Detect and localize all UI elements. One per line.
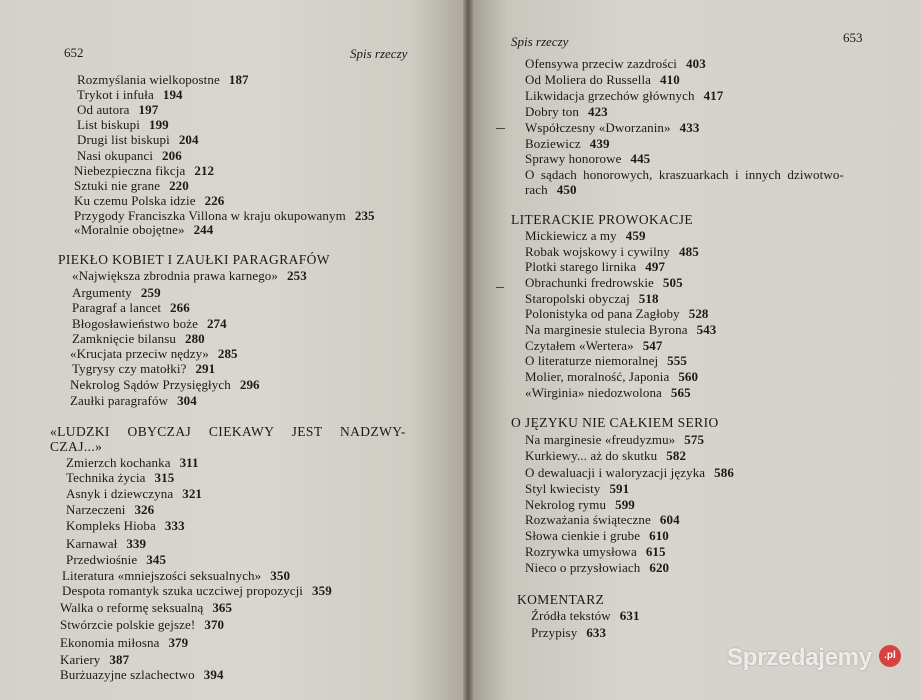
toc-entry-title: Kariery	[60, 652, 101, 667]
toc-entry-title: rach	[525, 182, 548, 197]
toc-entry-title: Mickiewicz a my	[525, 228, 617, 243]
toc-entry-page-number: 197	[138, 102, 159, 117]
toc-entry-title: «Moralnie obojętne»	[74, 222, 185, 237]
toc-entry-title: O literaturze niemoralnej	[525, 353, 659, 368]
toc-entry	[66, 536, 146, 551]
toc-entry-title: Literatura «mniejszości seksualnych»	[62, 568, 262, 583]
toc-entry-title: Paragraf a lancet	[72, 300, 162, 315]
toc-entry-title: Nekrolog Sądów Przysięgłych	[70, 377, 231, 392]
toc-entry-title: Ekonomia miłosna	[60, 635, 160, 650]
toc-entry	[72, 285, 161, 300]
toc-entry-title: Likwidacja grzechów głównych	[525, 88, 695, 103]
toc-entry	[525, 481, 629, 496]
toc-entry-page-number: 212	[194, 163, 215, 178]
toc-entry-title: «Krucjata przeciw nędzy»	[70, 346, 209, 361]
toc-entry	[525, 512, 680, 527]
toc-entry-page-number: 615	[645, 544, 666, 559]
toc-entry-title: Staropolski obyczaj	[525, 291, 630, 306]
toc-entry-title: Słowa cienkie i grube	[525, 528, 641, 543]
left-page-number: 652	[64, 45, 84, 60]
toc-entry-title: Kurkiewy... aż do skutku	[525, 448, 658, 463]
toc-entry	[525, 151, 650, 166]
margin-mark	[496, 287, 504, 288]
toc-entry-page-number: 620	[649, 560, 670, 575]
toc-entry-title: Molier, moralność, Japonia	[525, 369, 670, 384]
toc-entry-page-number: 291	[195, 361, 216, 376]
toc-entry-title: Walka o reformę seksualną	[60, 600, 204, 615]
section-heading: PIEKŁO KOBIET I ZAUŁKI PARAGRAFÓW	[58, 252, 330, 267]
section-heading: O JĘZYKU NIE CAŁKIEM SERIO	[511, 415, 719, 430]
toc-entry-page-number: 604	[659, 512, 680, 527]
toc-entry-page-number: 321	[182, 486, 203, 501]
toc-entry	[70, 377, 260, 392]
toc-entry-title: Plotki starego lirnika	[525, 259, 637, 274]
toc-entry-title: Kompleks Hioba	[66, 518, 156, 533]
toc-entry	[72, 361, 215, 376]
toc-entry-title: Technika życia	[66, 470, 146, 485]
toc-entry	[525, 353, 687, 368]
toc-entry	[531, 625, 606, 640]
toc-entry-page-number: 403	[686, 56, 706, 71]
toc-entry-page-number: 433	[679, 120, 700, 135]
toc-entry-page-number: 505	[662, 275, 683, 290]
margin-mark	[496, 128, 505, 129]
toc-entry-title: Przedwiośnie	[66, 552, 138, 567]
toc-entry-page-number: 565	[670, 385, 691, 400]
toc-entry-page-number: 497	[645, 259, 666, 274]
toc-entry	[66, 552, 166, 567]
toc-entry	[72, 316, 227, 331]
toc-entry-page-number: 485	[679, 244, 699, 259]
toc-entry-page-number: 350	[270, 568, 291, 583]
section-heading-continuation: CZAJ...»	[50, 439, 103, 454]
toc-entry-page-number: 575	[684, 432, 705, 447]
toc-entry-page-number: 187	[228, 72, 249, 87]
watermark-text: Sprzedajemy	[727, 644, 872, 671]
toc-entry	[77, 72, 249, 87]
toc-entry-title: Zmierzch kochanka	[66, 455, 171, 470]
toc-entry-page-number: 560	[678, 369, 699, 384]
toc-entry	[77, 148, 182, 163]
toc-entry	[62, 568, 290, 583]
toc-entry	[525, 448, 686, 463]
toc-entry	[525, 544, 666, 559]
toc-entry-title: Nekrolog rymu	[525, 497, 607, 512]
toc-entry	[525, 322, 716, 337]
toc-entry	[74, 163, 214, 178]
toc-entry-page-number: 459	[625, 228, 646, 243]
toc-entry	[77, 102, 158, 117]
right-running-head: Spis rzeczy	[511, 34, 569, 49]
toc-entry-page-number: 259	[140, 285, 161, 300]
toc-entry	[72, 300, 190, 315]
toc-entry-page-number: 253	[287, 268, 307, 283]
toc-entry-title: Narzeczeni	[66, 502, 126, 517]
toc-entry	[77, 117, 169, 132]
toc-entry-title: Obrachunki fredrowskie	[525, 275, 654, 290]
toc-entry-page-number: 439	[589, 136, 610, 151]
toc-entry	[525, 338, 663, 353]
toc-entry-title: Tygrysy czy matołki?	[72, 361, 187, 376]
toc-entry-title: «Wirginia» niedozwolona	[525, 385, 662, 400]
toc-entry-page-number: 410	[660, 72, 680, 87]
toc-entry-page-number: 199	[148, 117, 169, 132]
toc-entry-title: Burżuazyjne szlachectwo	[60, 667, 195, 682]
toc-entry-page-number: 274	[206, 316, 227, 331]
toc-entry-page-number: 555	[667, 353, 687, 368]
watermark-logo	[727, 644, 872, 672]
toc-entry-title: Przypisy	[531, 625, 578, 640]
toc-entry	[525, 385, 691, 400]
toc-entry-page-number: 266	[170, 300, 190, 315]
toc-entry-title: Od autora	[77, 102, 130, 117]
toc-entry-title: Asnyk i dziewczyna	[66, 486, 174, 501]
toc-entry-title: Despota romantyk szuka uczciwej propozycji	[62, 583, 304, 598]
toc-entry-title: Od Moliera do Russella	[525, 72, 652, 87]
toc-entry-page-number: 547	[642, 338, 663, 353]
toc-entry-title: Robak wojskowy i cywilny	[525, 244, 671, 259]
toc-entry	[525, 306, 709, 321]
toc-entry-title: Karnawał	[66, 536, 118, 551]
toc-entry	[525, 104, 608, 119]
toc-entry-page-number: 379	[168, 635, 189, 650]
toc-entry-page-number: 235	[354, 208, 375, 223]
toc-entry-title: Drugi list biskupi	[77, 132, 170, 147]
toc-entry-page-number: 445	[630, 151, 651, 166]
toc-entry-title: Polonistyka od pana Zagłoby	[525, 306, 680, 321]
toc-entry-title: Sprawy honorowe	[525, 151, 622, 166]
toc-entry-page-number: 394	[203, 667, 224, 682]
toc-entry-page-number: 333	[164, 518, 185, 533]
toc-entry	[77, 87, 183, 102]
toc-entry	[60, 667, 224, 682]
toc-entry	[66, 502, 154, 517]
toc-entry-title: Boziewicz	[525, 136, 581, 151]
toc-entry-page-number: 599	[615, 497, 635, 512]
toc-entry	[60, 600, 232, 615]
toc-entry	[525, 497, 635, 512]
toc-entry	[66, 470, 174, 485]
toc-entry	[72, 268, 307, 283]
left-running-head: Spis rzeczy	[350, 46, 408, 61]
toc-entry	[74, 222, 213, 237]
toc-entry	[72, 331, 205, 346]
toc-entry-page-number: 631	[619, 608, 640, 623]
toc-entry	[60, 617, 224, 632]
toc-entry-page-number: 311	[179, 455, 199, 470]
toc-entry-title: «Największa zbrodnia prawa karnego»	[72, 268, 278, 283]
toc-entry-title: Nieco o przysłowiach	[525, 560, 641, 575]
toc-entry-title: O sądach honorowych, kraszuarkach i innych dziwotwo-	[525, 167, 844, 182]
toc-entry	[525, 88, 723, 103]
toc-entry-page-number: 220	[169, 178, 189, 193]
toc-entry-continuation	[525, 182, 577, 197]
toc-entry-page-number: 206	[162, 148, 182, 163]
toc-entry	[525, 275, 683, 290]
section-heading: KOMENTARZ	[517, 592, 605, 607]
toc-entry	[525, 369, 698, 384]
toc-entry-page-number: 280	[184, 331, 205, 346]
toc-entry-title: List biskupi	[77, 117, 140, 132]
toc-entry-page-number: 423	[587, 104, 608, 119]
toc-entry	[525, 432, 704, 447]
toc-entry	[525, 244, 699, 259]
toc-entry	[60, 652, 129, 667]
toc-entry	[74, 208, 375, 223]
toc-entry-page-number: 582	[666, 448, 687, 463]
toc-entry-title: Argumenty	[72, 285, 132, 300]
toc-entry-title: Stwórzcie polskie gejsze!	[60, 617, 196, 632]
toc-entry	[525, 136, 610, 151]
toc-entry-title: Na marginesie «freudyzmu»	[525, 432, 676, 447]
right-page-number: 653	[843, 30, 863, 45]
book-gutter	[463, 0, 473, 700]
toc-entry-title: Sztuki nie grane	[74, 178, 161, 193]
toc-entry	[66, 455, 199, 470]
toc-entry	[525, 120, 699, 135]
toc-entry-page-number: 387	[109, 652, 130, 667]
toc-entry-page-number: 370	[204, 617, 225, 632]
toc-entry-title: Czytałem «Wertera»	[525, 338, 634, 353]
toc-entry	[525, 259, 665, 274]
toc-entry	[525, 465, 734, 480]
toc-entry-page-number: 417	[703, 88, 724, 103]
toc-entry-page-number: 339	[126, 536, 147, 551]
toc-entry-page-number: 226	[204, 193, 225, 208]
toc-entry-page-number: 365	[212, 600, 233, 615]
toc-entry	[70, 393, 197, 408]
toc-entry	[66, 518, 185, 533]
watermark-badge: .pl	[879, 645, 901, 667]
toc-entry-page-number: 359	[312, 583, 332, 598]
toc-entry-title: Błogosławieństwo boże	[72, 316, 198, 331]
toc-entry-title: Współczesny «Dworzanin»	[525, 120, 671, 135]
toc-entry	[74, 193, 224, 208]
toc-entry	[70, 346, 238, 361]
toc-entry-title: Rozmyślania wielkopostne	[77, 72, 220, 87]
toc-entry	[525, 72, 680, 87]
toc-entry-title: Na marginesie stulecia Byrona	[525, 322, 688, 337]
toc-entry-title: Dobry ton	[525, 104, 579, 119]
right-page	[468, 0, 921, 700]
toc-entry	[525, 56, 706, 71]
toc-entry-page-number: 326	[134, 502, 155, 517]
toc-entry-title: Trykot i infuła	[77, 87, 154, 102]
toc-entry	[525, 291, 659, 306]
toc-entry-title: Ofensywa przeciw zazdrości	[525, 56, 678, 71]
toc-entry-title: Przygody Franciszka Villona w kraju okupowanym	[74, 208, 346, 223]
toc-entry-page-number: 244	[193, 222, 214, 237]
section-heading: «LUDZKI OBYCZAJ CIEKAWY JEST NADZWY-	[50, 424, 406, 439]
toc-entry-page-number: 315	[154, 470, 175, 485]
toc-entry-title: Niebezpieczna fikcja	[74, 163, 186, 178]
toc-entry	[531, 608, 640, 623]
toc-entry-title: Rozrywka umysłowa	[525, 544, 637, 559]
toc-entry	[74, 178, 189, 193]
toc-entry	[525, 167, 844, 182]
toc-entry	[525, 228, 646, 243]
toc-entry	[60, 635, 188, 650]
toc-entry-page-number: 194	[162, 87, 183, 102]
toc-entry-page-number: 285	[217, 346, 238, 361]
toc-entry-title: Rozważania świąteczne	[525, 512, 651, 527]
toc-entry-title: Zamknięcie bilansu	[72, 331, 176, 346]
toc-entry-title: O dewaluacji i waloryzacji języka	[525, 465, 706, 480]
toc-entry	[525, 528, 669, 543]
toc-entry-page-number: 586	[714, 465, 734, 480]
toc-entry	[66, 486, 202, 501]
toc-entry	[62, 583, 332, 598]
toc-entry	[525, 560, 669, 575]
toc-entry-title: Źródła tekstów	[531, 608, 611, 623]
toc-entry	[77, 132, 199, 147]
toc-entry-page-number: 204	[178, 132, 199, 147]
toc-entry-title: Zaułki paragrafów	[70, 393, 169, 408]
toc-entry-page-number: 633	[586, 625, 607, 640]
toc-entry-title: Ku czemu Polska idzie	[74, 193, 196, 208]
toc-entry-page-number: 345	[146, 552, 167, 567]
toc-entry-page-number: 450	[556, 182, 577, 197]
toc-entry-page-number: 591	[609, 481, 630, 496]
toc-entry-page-number: 296	[239, 377, 260, 392]
toc-entry-page-number: 610	[649, 528, 669, 543]
section-heading: LITERACKIE PROWOKACJE	[511, 212, 694, 227]
toc-entry-page-number: 543	[696, 322, 717, 337]
toc-entry-title: Nasi okupanci	[77, 148, 154, 163]
toc-entry-page-number: 528	[688, 306, 709, 321]
toc-entry-title: Styl kwiecisty	[525, 481, 601, 496]
toc-entry-page-number: 304	[177, 393, 197, 408]
toc-entry-page-number: 518	[638, 291, 659, 306]
